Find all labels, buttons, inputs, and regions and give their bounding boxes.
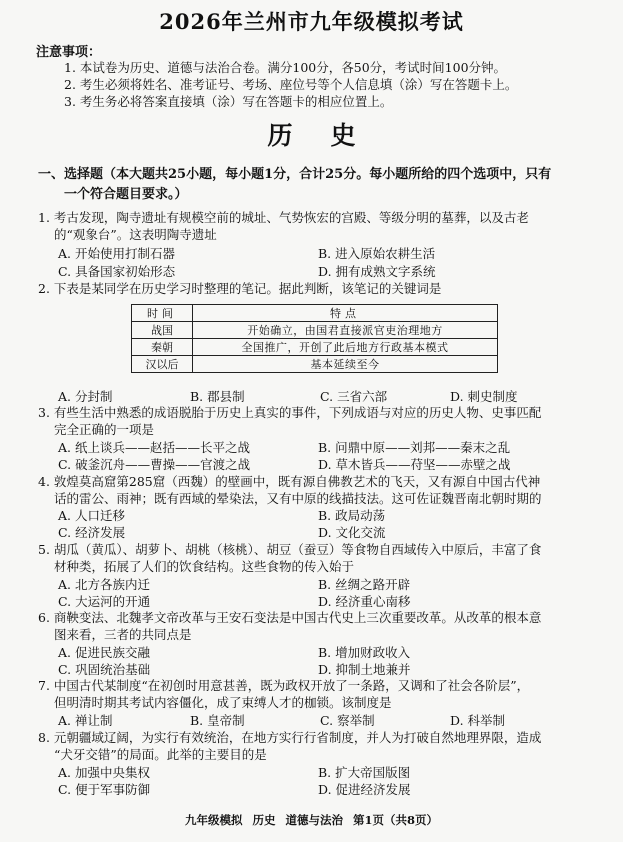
option-d: D. 促进经济发展 [318, 782, 411, 797]
option-d: D. 抑制土地兼并 [318, 662, 411, 677]
option-a: A. 开始使用打制石器 [58, 246, 175, 261]
option-a: A. 分封制 [58, 389, 113, 404]
section-heading-line: 一、选择题（本大题共25小题，每小题1分，合计25分。每小题所给的四个选项中，只有 [38, 167, 552, 182]
question-5 [38, 541, 598, 575]
option-b: B. 扩大帝国版图 [318, 765, 411, 780]
question-stem: 7. 中国古代某制度“在初创时用意甚善，既为政权开放了一条路，又调和了社会各阶层”， [38, 678, 530, 693]
notice-item: 2. 考生必须将姓名、准考证号、考场、座位号等个人信息填（涂）写在答题卡上。 [64, 77, 518, 92]
option-b: B. 郡县制 [190, 389, 245, 404]
section-heading-line: 一个符合题目要求。） [64, 187, 188, 202]
option-c: C. 大运河的开通 [58, 594, 151, 609]
option-a: A. 北方各族内迁 [58, 577, 150, 592]
option-c: C. 察举制 [320, 713, 375, 728]
question-stem: 2. 下表是某同学在历史学习时整理的笔记。据此判断，该笔记的关键词是 [38, 281, 442, 296]
question-stem: 材种类，拓展了人们的饮食结构。这些食物的传入始于 [54, 559, 355, 574]
question-6 [38, 609, 598, 643]
option-b: B. 增加财政收入 [318, 645, 411, 660]
question-4 [38, 473, 598, 507]
question-stem: 6. 商鞅变法、北魏孝文帝改革与王安石变法是中国古代史上三次重要改革。从改革的根本意 [38, 610, 542, 625]
question-8 [38, 729, 598, 763]
page-footer: 九年级模拟 历史 道德与法治 第1页（共8页） [184, 813, 438, 827]
table-cell: 基本延续至今 [193, 356, 498, 373]
notice-heading: 注意事项： [36, 45, 102, 60]
option-c: C. 经济发展 [58, 525, 126, 540]
table-header-row [132, 305, 498, 322]
table-cell: 秦朝 [132, 339, 193, 356]
table-row [132, 322, 498, 339]
option-b: B. 丝绸之路开辟 [318, 577, 411, 592]
option-a: A. 促进民族交融 [58, 645, 150, 660]
question-stem: 1. 考古发现，陶寺遗址有规模空前的城址、气势恢宏的宫殿、等级分明的墓葬，以及古老 [38, 210, 529, 225]
option-b: B. 皇帝制 [190, 713, 245, 728]
question-2 [38, 280, 598, 297]
option-d: D. 拥有成熟文字系统 [318, 264, 436, 279]
question-stem: 5. 胡瓜（黄瓜）、胡萝卜、胡桃（核桃）、胡豆（蚕豆）等食物自西域传入中原后，丰富了食 [38, 542, 542, 557]
option-c: C. 破釜沉舟——曹操——官渡之战 [58, 457, 251, 472]
question-stem: 的“观象台”。这表明陶寺遗址 [54, 227, 217, 242]
question-stem: 话的雷公、雨神；既有西域的晕染法，又有中原的线描技法。这可佐证魏晋南北朝时期的 [54, 491, 542, 506]
option-d: D. 经济重心南移 [318, 594, 411, 609]
option-d: D. 草木皆兵——苻坚——赤壁之战 [318, 457, 511, 472]
question-stem: 完全正确的一项是 [54, 422, 155, 437]
notice-item: 1. 本试卷为历史、道德与法治合卷。满分100分，各50分，考试时间100分钟。 [64, 60, 507, 75]
notice-item: 3. 考生务必将答案直接填（涂）写在答题卡的相应位置上。 [64, 94, 393, 109]
option-a: A. 加强中央集权 [58, 765, 150, 780]
question-stem: 图来看，三者的共同点是 [54, 627, 192, 642]
option-c: C. 具备国家初始形态 [58, 264, 176, 279]
option-a: A. 禅让制 [58, 713, 113, 728]
option-b: B. 问鼎中原——刘邦——秦末之乱 [318, 440, 511, 455]
notes-table [131, 304, 498, 373]
question-stem: 8. 元朝疆域辽阔，为实行有效统治，在地方实行行省制度，并人为打破自然地理界限，造成 [38, 730, 542, 745]
table-cell: 汉以后 [132, 356, 193, 373]
option-b: B. 政局动荡 [318, 508, 386, 523]
question-stem: 但明清时期其考试内容僵化，成了束缚人才的枷锁。该制度是 [54, 695, 392, 710]
table-header-cell: 时间 [132, 305, 193, 322]
option-d: D. 文化交流 [318, 525, 386, 540]
question-stem: 4. 敦煌莫高窟第285窟（西魏）的壁画中，既有源自佛教艺术的飞天，又有源自中国古代神 [38, 474, 541, 489]
table-header-cell: 特点 [193, 305, 498, 322]
table-cell: 战国 [132, 322, 193, 339]
table-cell: 全国推广，开创了此后地方行政基本模式 [193, 339, 498, 356]
option-a: A. 人口迁移 [58, 508, 125, 523]
subject-title: 历史 [267, 121, 394, 150]
question-stem: “犬牙交错”的局面。此举的主要目的是 [54, 747, 267, 762]
option-c: C. 巩固统治基础 [58, 662, 151, 677]
question-7 [38, 677, 598, 711]
option-a: A. 纸上谈兵——赵括——长平之战 [58, 440, 250, 455]
table-row [132, 339, 498, 356]
table-cell: 开始确立，由国君直接派官吏治理地方 [193, 322, 498, 339]
question-3 [38, 404, 598, 438]
exam-title: 2026年兰州市九年级模拟考试 [159, 9, 464, 34]
option-d: D. 刺史制度 [450, 389, 518, 404]
section-heading [38, 165, 598, 205]
table-row [132, 356, 498, 373]
option-b: B. 进入原始农耕生活 [318, 246, 436, 261]
option-c: C. 三省六部 [320, 389, 388, 404]
question-stem: 3. 有些生活中熟悉的成语脱胎于历史上真实的事件，下列成语与对应的历史人物、史事匹配 [38, 405, 542, 420]
option-d: D. 科举制 [450, 713, 506, 728]
question-1 [38, 209, 598, 243]
option-c: C. 便于军事防御 [58, 782, 151, 797]
